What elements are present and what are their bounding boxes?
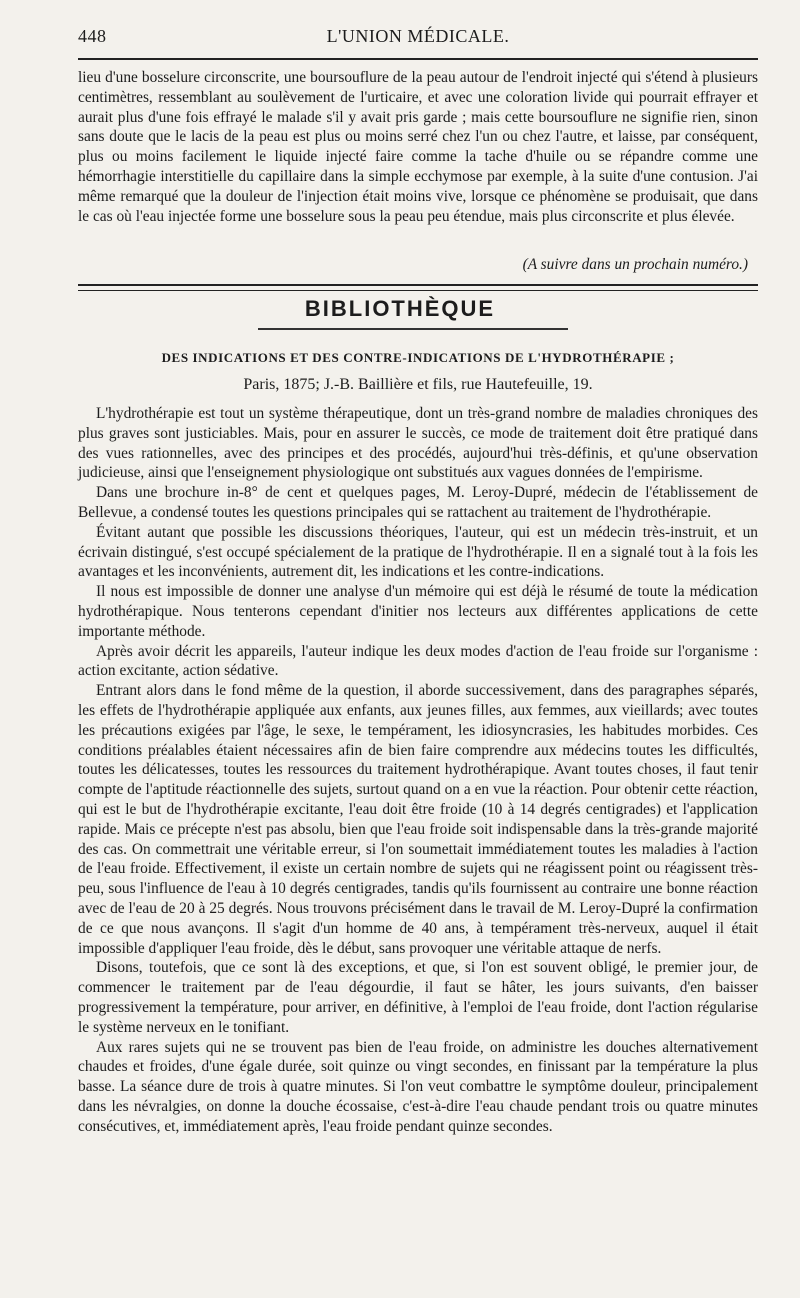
header-rule xyxy=(78,58,758,60)
title-underline xyxy=(258,328,568,330)
review-body xyxy=(78,404,758,1136)
review-paragraph: Aux rares sujets qui ne se trouvent pas bien de l'eau froide, on administre les douches alternativement chaudes et froides, d'une égale durée, soit quinze ou vingt secondes, en finissant par la température la plus basse. La séance dure de trois à quatre minutes. Si l'on veut combattre le symptôme douleur, principalement dans les névralgies, on donne la douche écossaise, c'est-à-dire l'eau chaude pendant trois ou quatre minutes consécutives, et, immédiatement après, l'eau froide pendant quinze secondes. xyxy=(78,1038,758,1135)
page-number: 448 xyxy=(78,26,107,46)
to-be-continued-note: (A suivre dans un prochain numéro.) xyxy=(522,256,748,273)
review-paragraph: Entrant alors dans le fond même de la question, il aborde successivement, dans des paragraphes séparés, les effets de l'hydrothérapie appliquée aux enfants, aux jeunes filles, aux femmes, aux vieillards; avec toutes les précautions exigées par l'âge, le sexe, le tempérament, les idiosyncrasies, les habitudes morbides. Ces conditions préalables étaient nécessaires afin de bien faire comprendre aux médecins toutes les difficultés, toutes les délicatesses, toutes les ressources du traitement hydrothérapique. Avant toutes choses, il faut tenir compte de l'aptitude réactionnelle des sujets, surtout quand on a en vue la réaction. Pour obtenir cette réaction, qui est le but de l'hydrothérapie excitante, l'eau doit être froide (10 à 14 degrés centigrades) et l'application rapide. Mais ce précepte n'est pas absolu, bien que l'eau froide soit indispensable dans la très-grande majorité des cas. On commettrait une véritable erreur, si l'on soumettait immédiatement toutes les maladies à l'action de l'eau froide. Effectivement, il existe un certain nombre de sujets qui ne réagissent point ou réagissent très-peu, sous l'influence de l'eau à 10 degrés centigrades, tandis qu'ils fournissent au contraire une bonne réaction avec de l'eau de 20 à 25 degrés. Nous trouvons précisément dans le travail de M. Leroy-Dupré la confirmation de ce que nous avançons. Il s'agit d'un homme de 40 ans, à tempérament très-nerveux, auquel il était impossible d'appliquer l'eau froide, dès le début, sans provoquer une véritable attaque de nerfs. xyxy=(78,682,758,957)
review-paragraph: Évitant autant que possible les discussions théoriques, l'auteur, qui est un médecin très-instruit, et un écrivain distingué, s'est occupé spécialement de la pratique de l'hydrothérapie. Il en a signalé tout à la fois les avantages et les inconvénients, autrement dit, les indications et les contre-indications. xyxy=(78,523,758,581)
section-title: BIBLIOTHÈQUE xyxy=(304,296,496,321)
review-paragraph: Disons, toutefois, que ce sont là des exceptions, et que, si l'on est souvent obligé, le premier jour, de commencer le traitement par de l'eau dégourdie, il faut se hâter, les jours suivants, d'en baisser progressivement la température, pour arriver, en définitive, à l'emploi de l'eau froide, dont l'action régularise le système nerveux en le tonifiant. xyxy=(78,959,758,1036)
publisher-line: Paris, 1875; J.-B. Baillière et fils, rue Hautefeuille, 19. xyxy=(243,376,593,393)
review-paragraph: Il nous est impossible de donner une analyse d'un mémoire qui est déjà le résumé de toute la médication hydrothérapique. Nous tenterons cependant d'initier nos lecteurs aux différentes applications de cette importante méthode. xyxy=(78,583,758,640)
book-title: DES INDICATIONS ET DES CONTRE-INDICATIONS DE L'HYDROTHÉRAPIE ; xyxy=(161,350,675,365)
section-divider xyxy=(78,284,758,291)
review-paragraph: L'hydrothérapie est tout un système thérapeutique, dont un très-grand nombre de maladies chroniques des plus graves sont justiciables. Mais, pour en assurer le succès, ce mode de traitement doit être pratiqué dans des vues rationnelles, avec des principes et des procédés, aujourd'hui très-définis, et qu'une observation judicieuse, ainsi que l'enseignement physiologique ont substitués aux vagues données de l'empirisme. xyxy=(78,405,758,482)
page-header xyxy=(78,22,758,52)
continued-article-text xyxy=(78,68,758,226)
review-paragraph: Dans une brochure in-8° de cent et quelques pages, M. Leroy-Dupré, médecin de l'établissement de Bellevue, a condensé toutes les questions principales qui se rattachent au traitement de l'hydrothérapie. xyxy=(78,484,758,521)
journal-title: L'UNION MÉDICALE. xyxy=(326,26,510,46)
continued-paragraph: lieu d'une bosselure circonscrite, une boursouflure de la peau autour de l'endroit injecté qui s'étend à plusieurs centimètres, ressemblant au soulèvement de l'urticaire, et avec une coloration livide qui pourrait effrayer et aurait plus d'une fois effrayé le malade s'il y avait pris garde ; mais cette boursouflure ne signifie rien, sinon sans doute que le lacis de la peau est plus ou moins serré chez l'un ou chez l'autre, et laisse, par conséquent, plus ou moins facilement le liquide injecté faire comme la tache d'huile ou se répandre comme une hémorrhagie interstitielle du capillaire dans la simple ecchymose par exemple, à la suite d'une contusion. J'ai même remarqué que la douleur de l'injection était moins vive, lorsque ce phénomène se produisait, que dans le cas où l'eau injectée forme une bosselure sous la peau peu étendue, mais plus circonscrite et plus élevée. xyxy=(78,69,758,225)
review-paragraph: Après avoir décrit les appareils, l'auteur indique les deux modes d'action de l'eau froide sur l'organisme : action excitante, action sédative. xyxy=(78,642,758,680)
